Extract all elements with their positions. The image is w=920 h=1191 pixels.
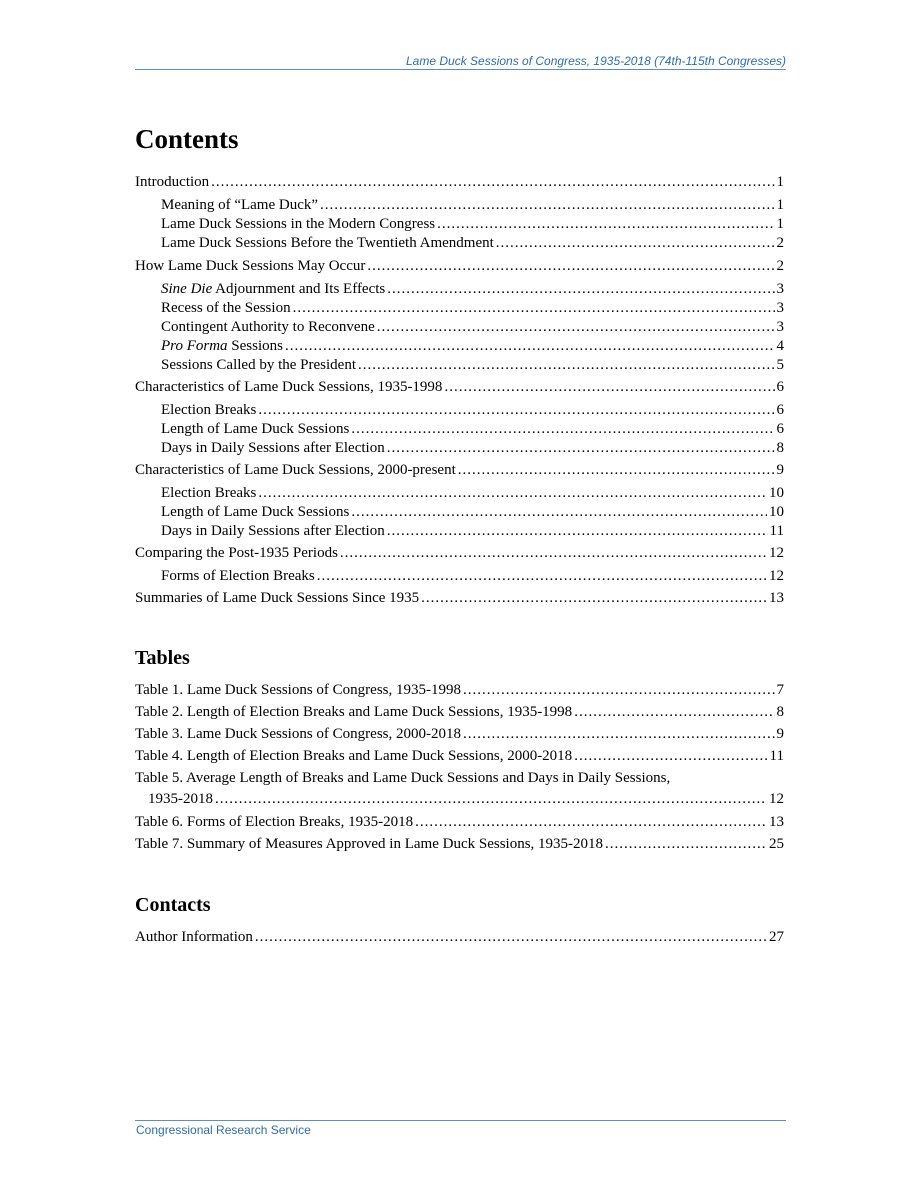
toc-entry-title: Characteristics of Lame Duck Sessions, 2000-present bbox=[135, 462, 456, 478]
tables-entry-page: 8 bbox=[776, 704, 784, 720]
dot-leader bbox=[293, 299, 775, 318]
toc-entry-how-sessions-may-occur[interactable] bbox=[135, 256, 784, 276]
dot-leader bbox=[444, 378, 774, 397]
toc-entry-page: 3 bbox=[776, 300, 784, 316]
toc-entry-title: Meaning of “Lame Duck” bbox=[161, 197, 319, 213]
tables-entry-title: Table 1. Lame Duck Sessions of Congress, 1935-1998 bbox=[135, 682, 461, 698]
dot-leader bbox=[437, 215, 774, 234]
dot-leader bbox=[317, 567, 767, 586]
contacts-entry-author-information[interactable] bbox=[135, 927, 784, 947]
tables-entry-title-continuation: 1935-2018 bbox=[148, 791, 213, 807]
toc-entry-page: 4 bbox=[776, 338, 784, 354]
toc-entry-length-of-sessions-1[interactable] bbox=[161, 419, 784, 439]
tables-entry-title: Table 6. Forms of Election Breaks, 1935-2018 bbox=[135, 814, 414, 830]
toc-entry-title: Sessions Called by the President bbox=[161, 357, 356, 373]
dot-leader bbox=[258, 484, 767, 503]
toc-entry-title: Introduction bbox=[135, 174, 210, 190]
toc-entry-page: 3 bbox=[776, 281, 784, 297]
toc-entry-page: 1 bbox=[776, 216, 784, 232]
toc-entry-title: Characteristics of Lame Duck Sessions, 1935-1998 bbox=[135, 379, 443, 395]
toc-entry-title: Summaries of Lame Duck Sessions Since 1935 bbox=[135, 590, 420, 606]
toc-entry-page: 3 bbox=[776, 319, 784, 335]
contacts-entry-title: Author Information bbox=[135, 929, 253, 945]
toc-entry-forms-of-election-breaks[interactable] bbox=[161, 566, 784, 586]
dot-leader bbox=[605, 835, 767, 854]
dot-leader bbox=[255, 928, 767, 947]
dot-leader bbox=[340, 544, 767, 563]
toc-entry-meaning-of-lame-duck[interactable] bbox=[161, 195, 784, 215]
tables-entry-7[interactable] bbox=[135, 834, 784, 854]
toc-entry-recess-of-session[interactable] bbox=[161, 298, 784, 318]
dot-leader bbox=[496, 234, 775, 253]
toc-entry-page: 2 bbox=[776, 235, 784, 251]
toc-entry-title: Days in Daily Sessions after Election bbox=[161, 523, 385, 539]
toc-entry-title-rest: Adjournment and Its Effects bbox=[212, 281, 386, 297]
dot-leader bbox=[211, 173, 774, 192]
toc-entry-italic-term: Pro Forma bbox=[161, 338, 228, 354]
toc-entry-title: Lame Duck Sessions in the Modern Congress bbox=[161, 216, 436, 232]
toc-entry-title: How Lame Duck Sessions May Occur bbox=[135, 258, 366, 274]
toc-entry-page: 11 bbox=[769, 523, 784, 539]
dot-leader bbox=[351, 503, 767, 522]
tables-heading: Tables bbox=[135, 647, 190, 669]
contents-heading: Contents bbox=[135, 124, 239, 154]
toc-entry-characteristics-2000-present[interactable] bbox=[135, 460, 784, 480]
toc-entry-title bbox=[161, 280, 385, 299]
toc-entry-election-breaks-2[interactable] bbox=[161, 483, 784, 503]
toc-entry-page: 6 bbox=[776, 421, 784, 437]
toc-entry-page: 6 bbox=[776, 379, 784, 395]
toc-entry-page: 12 bbox=[769, 545, 784, 561]
contacts-heading: Contacts bbox=[135, 894, 211, 916]
toc-entry-title: Contingent Authority to Reconvene bbox=[161, 319, 375, 335]
tables-entry-page: 7 bbox=[776, 682, 784, 698]
tables-entry-page: 11 bbox=[769, 748, 784, 764]
toc-entry-title: Length of Lame Duck Sessions bbox=[161, 421, 350, 437]
dot-leader bbox=[387, 522, 768, 541]
header-rule bbox=[135, 69, 786, 70]
dot-leader bbox=[351, 420, 774, 439]
footer-organization: Congressional Research Service bbox=[136, 1123, 311, 1137]
tables-entry-title: Table 3. Lame Duck Sessions of Congress, 2000-2018 bbox=[135, 726, 461, 742]
toc-entry-page: 13 bbox=[769, 590, 784, 606]
dot-leader bbox=[463, 681, 775, 700]
dot-leader bbox=[415, 813, 767, 832]
toc-entry-title: Days in Daily Sessions after Election bbox=[161, 440, 385, 456]
dot-leader bbox=[574, 703, 774, 722]
toc-entry-page: 8 bbox=[776, 440, 784, 456]
toc-entry-comparing-periods[interactable] bbox=[135, 543, 784, 563]
toc-entry-summaries-since-1935[interactable] bbox=[135, 588, 784, 608]
dot-leader bbox=[463, 725, 775, 744]
toc-entry-title: Election Breaks bbox=[161, 485, 257, 501]
dot-leader bbox=[320, 196, 774, 215]
dot-leader bbox=[421, 589, 767, 608]
tables-entry-1[interactable] bbox=[135, 680, 784, 700]
footer-rule bbox=[135, 1120, 786, 1121]
dot-leader bbox=[458, 461, 775, 480]
toc-entry-title bbox=[161, 337, 283, 356]
toc-entry-days-in-daily-sessions-1[interactable] bbox=[161, 438, 784, 458]
toc-entry-page: 1 bbox=[776, 174, 784, 190]
toc-entry-introduction[interactable] bbox=[135, 172, 784, 192]
toc-entry-sine-die-adjournment[interactable] bbox=[161, 279, 784, 299]
toc-entry-characteristics-1935-1998[interactable] bbox=[135, 377, 784, 397]
dot-leader bbox=[367, 257, 774, 276]
dot-leader bbox=[377, 318, 775, 337]
tables-entry-5[interactable] bbox=[148, 789, 784, 809]
tables-entry-4[interactable] bbox=[135, 746, 784, 766]
toc-entry-page: 6 bbox=[776, 402, 784, 418]
toc-entry-page: 1 bbox=[776, 197, 784, 213]
toc-entry-title: Lame Duck Sessions Before the Twentieth Amendment bbox=[161, 235, 494, 251]
dot-leader bbox=[358, 356, 775, 375]
toc-entry-contingent-authority[interactable] bbox=[161, 317, 784, 337]
toc-entry-modern-congress[interactable] bbox=[161, 214, 784, 234]
dot-leader bbox=[258, 401, 774, 420]
toc-entry-page: 9 bbox=[776, 462, 784, 478]
toc-entry-page: 10 bbox=[769, 485, 784, 501]
toc-entry-title: Recess of the Session bbox=[161, 300, 291, 316]
tables-entry-title: Table 4. Length of Election Breaks and Lame Duck Sessions, 2000-2018 bbox=[135, 748, 573, 764]
dot-leader bbox=[215, 790, 767, 809]
tables-entry-page: 25 bbox=[769, 836, 784, 852]
tables-entry-page: 12 bbox=[769, 791, 784, 807]
toc-entry-title: Election Breaks bbox=[161, 402, 257, 418]
toc-entry-sessions-called-by-president[interactable] bbox=[161, 355, 784, 375]
toc-entry-title-rest: Sessions bbox=[227, 338, 283, 354]
toc-entry-election-breaks-1[interactable] bbox=[161, 400, 784, 420]
tables-entry-5-first-line[interactable]: Table 5. Average Length of Breaks and Lame Duck Sessions and Days in Daily Sessions, bbox=[135, 770, 671, 786]
dot-leader bbox=[387, 280, 774, 299]
tables-entry-2[interactable] bbox=[135, 702, 784, 722]
contacts-entry-page: 27 bbox=[769, 929, 784, 945]
toc-entry-page: 10 bbox=[769, 504, 784, 520]
tables-entry-title: Table 2. Length of Election Breaks and Lame Duck Sessions, 1935-1998 bbox=[135, 704, 573, 720]
dot-leader bbox=[285, 337, 775, 356]
dot-leader bbox=[574, 747, 767, 766]
tables-entry-page: 9 bbox=[776, 726, 784, 742]
toc-entry-italic-term: Sine Die bbox=[161, 281, 213, 297]
tables-entry-title: Table 7. Summary of Measures Approved in Lame Duck Sessions, 1935-2018 bbox=[135, 836, 604, 852]
toc-entry-page: 5 bbox=[776, 357, 784, 373]
toc-entry-length-of-sessions-2[interactable] bbox=[161, 502, 784, 522]
toc-entry-days-in-daily-sessions-2[interactable] bbox=[161, 521, 784, 541]
toc-entry-page: 12 bbox=[769, 568, 784, 584]
tables-entry-3[interactable] bbox=[135, 724, 784, 744]
toc-entry-title: Length of Lame Duck Sessions bbox=[161, 504, 350, 520]
toc-entry-title: Forms of Election Breaks bbox=[161, 568, 315, 584]
toc-entry-page: 2 bbox=[776, 258, 784, 274]
toc-entry-pro-forma-sessions[interactable] bbox=[161, 336, 784, 356]
dot-leader bbox=[387, 439, 775, 458]
toc-entry-before-twentieth-amendment[interactable] bbox=[161, 233, 784, 253]
toc-entry-title: Comparing the Post-1935 Periods bbox=[135, 545, 338, 561]
running-header-title: Lame Duck Sessions of Congress, 1935-2018 (74th-115th Congresses) bbox=[406, 54, 786, 68]
tables-entry-6[interactable] bbox=[135, 812, 784, 832]
tables-entry-page: 13 bbox=[769, 814, 784, 830]
